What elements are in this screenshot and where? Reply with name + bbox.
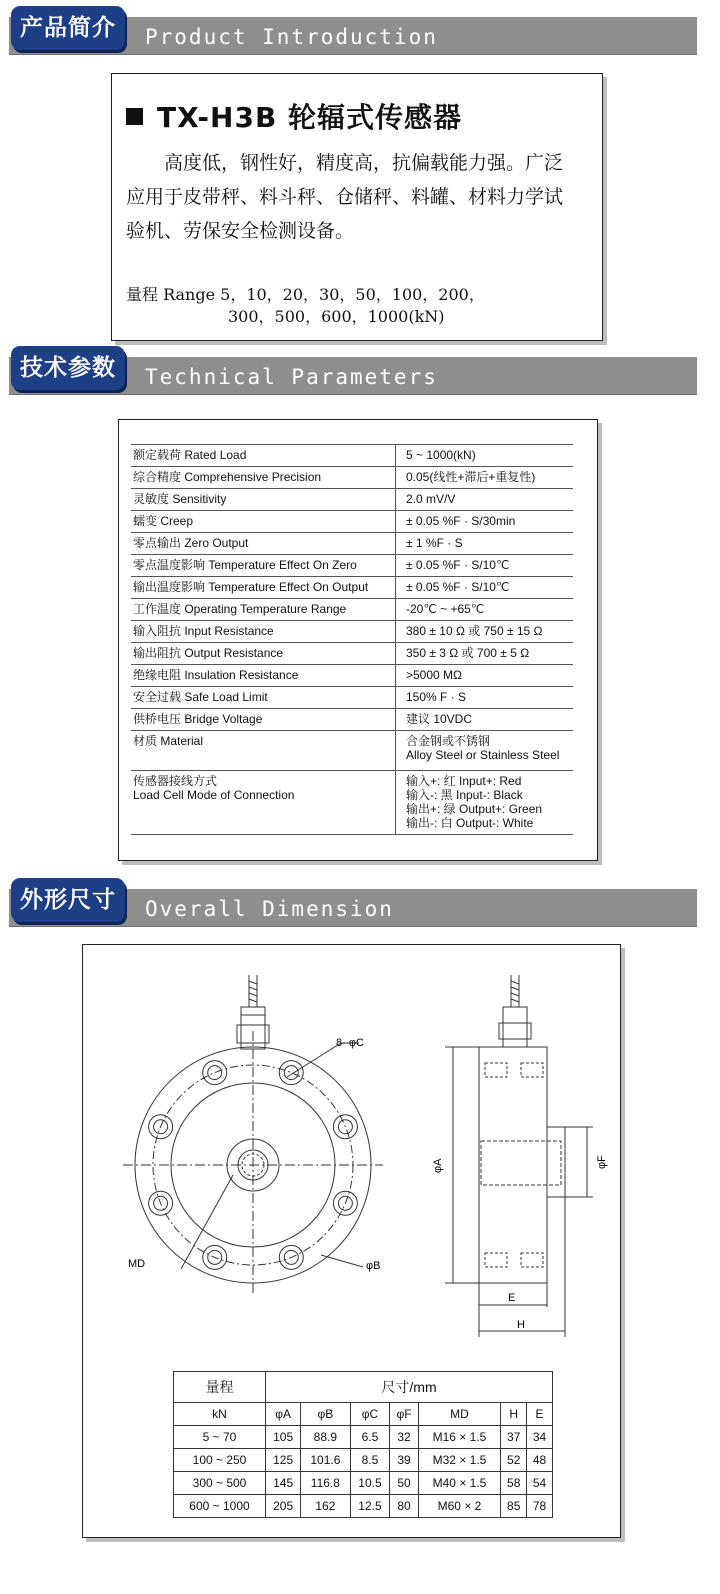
spec-value: 380 ± 10 Ω 或 750 ± 15 Ω xyxy=(396,621,574,643)
dim-cell: 88.9 xyxy=(301,1426,350,1449)
spec-label: 工作温度 Operating Temperature Range xyxy=(131,599,396,621)
dimension-table xyxy=(173,1371,553,1518)
bolt-hole-outer xyxy=(279,1061,303,1085)
spec-row xyxy=(131,687,573,709)
spec-row xyxy=(131,599,573,621)
bullet-square-icon xyxy=(126,108,143,125)
dim-cell: 50 xyxy=(390,1472,418,1495)
dim-cell: 58 xyxy=(501,1472,527,1495)
spec-label: 绝缘电阻 Insulation Resistance xyxy=(131,665,396,687)
dim-header-range: 量程 xyxy=(174,1372,266,1403)
product-description: 高度低，钢性好，精度高，抗偏载能力强。广泛应用于皮带秤、料斗秤、仓储秤、料罐、材料力学试验机、劳保安全检测设备。 xyxy=(126,152,564,242)
dim-cell: 39 xyxy=(390,1449,418,1472)
dim-cell: 600 ~ 1000 xyxy=(174,1495,266,1518)
section-badge-intro: 产品简介 xyxy=(11,6,125,50)
spec-label: 输出温度影响 Temperature Effect On Output xyxy=(131,577,396,599)
front-view xyxy=(123,975,383,1295)
dim-row xyxy=(174,1449,553,1472)
spec-label: 零点温度影响 Temperature Effect On Zero xyxy=(131,555,396,577)
section-badge-dim: 外形尺寸 xyxy=(11,878,125,922)
dim-cell: 48 xyxy=(527,1449,553,1472)
dim-cell: 37 xyxy=(501,1426,527,1449)
spec-value: 150% F · S xyxy=(396,687,574,709)
dim-cell: 125 xyxy=(266,1449,301,1472)
dim-cell: 54 xyxy=(527,1472,553,1495)
section-title-dim: Overall Dimension xyxy=(145,897,394,921)
spec-value: >5000 MΩ xyxy=(396,665,574,687)
side-hub xyxy=(547,1127,565,1197)
spec-label: 输出阻抗 Output Resistance xyxy=(131,643,396,665)
spec-row xyxy=(131,511,573,533)
label-h: H xyxy=(517,1319,525,1331)
dim-cell: 100 ~ 250 xyxy=(174,1449,266,1472)
spec-value: 350 ± 3 Ω 或 700 ± 5 Ω xyxy=(396,643,574,665)
spec-label: 综合精度 Comprehensive Precision xyxy=(131,467,396,489)
spec-row xyxy=(131,467,573,489)
label-a: φA xyxy=(432,1158,444,1173)
section-header-dim xyxy=(9,889,697,926)
spec-value: ± 1 %F · S xyxy=(396,533,574,555)
spec-row xyxy=(131,445,573,467)
leader-holes xyxy=(287,1043,341,1077)
spec-label: 蠕变 Creep xyxy=(131,511,396,533)
side-view xyxy=(445,975,593,1337)
dim-column-header: φA xyxy=(266,1403,301,1426)
bolt-hole-inner xyxy=(284,1066,298,1080)
section-title-intro: Product Introduction xyxy=(145,25,438,49)
dim-row xyxy=(174,1426,553,1449)
product-title xyxy=(126,96,462,136)
dim-cell: 116.8 xyxy=(301,1472,350,1495)
spec-row xyxy=(131,643,573,665)
side-connector xyxy=(503,1007,527,1047)
spec-row xyxy=(131,665,573,687)
spec-value: 5 ~ 1000(kN) xyxy=(396,445,574,467)
dim-cell: 52 xyxy=(501,1449,527,1472)
section-badge-tech: 技术参数 xyxy=(11,346,125,390)
label-holes: 8- φC xyxy=(336,1037,364,1049)
spec-value: 建议 10VDC xyxy=(396,709,574,731)
dim-column-header: φB xyxy=(301,1403,350,1426)
spec-row xyxy=(131,621,573,643)
dim-cell: M60 × 2 xyxy=(418,1495,501,1518)
spec-label: 灵敏度 Sensitivity xyxy=(131,489,396,511)
spec-row xyxy=(131,709,573,731)
section-header-intro xyxy=(9,17,697,54)
bolt-hole-inner xyxy=(208,1066,222,1080)
spec-value: 输入+: 红 Input+: Red 输入-: 黑 Input-: Black 输出+: 绿 Output+: Green 输出-: 白 Output-: White xyxy=(396,771,574,835)
range-line-1: 量程 Range 5，10，20，30，50，100，200， xyxy=(126,285,485,304)
dimension-drawing xyxy=(83,945,620,1365)
dim-column-header: φF xyxy=(390,1403,418,1426)
dim-cell: 300 ~ 500 xyxy=(174,1472,266,1495)
spec-label: 零点输出 Zero Output xyxy=(131,533,396,555)
tech-params-box xyxy=(118,419,598,861)
dim-row xyxy=(174,1495,553,1518)
product-title-text: TX-H3B 轮辐式传感器 xyxy=(157,101,463,134)
dim-cell: 10.5 xyxy=(350,1472,390,1495)
label-b: φB xyxy=(366,1260,381,1272)
spec-row xyxy=(131,489,573,511)
dim-column-row xyxy=(174,1403,553,1426)
dim-cell: 5 ~ 70 xyxy=(174,1426,266,1449)
range-line-2: 300，500，600，1000(kN) xyxy=(228,307,445,326)
dim-cell: 162 xyxy=(301,1495,350,1518)
section-header-tech xyxy=(9,357,697,394)
spec-value: ± 0.05 %F · S/10℃ xyxy=(396,577,574,599)
dim-cell: 32 xyxy=(390,1426,418,1449)
dim-column-header: E xyxy=(527,1403,553,1426)
leader-md xyxy=(181,1175,233,1269)
leader-b xyxy=(321,1255,363,1267)
spec-label: 供桥电压 Bridge Voltage xyxy=(131,709,396,731)
dim-cell: 101.6 xyxy=(301,1449,350,1472)
label-f: φF xyxy=(596,1155,608,1169)
dim-cell: 205 xyxy=(266,1495,301,1518)
dim-column-header: H xyxy=(501,1403,527,1426)
dim-header-size: 尺寸/mm xyxy=(266,1372,553,1403)
dim-column-header: φC xyxy=(350,1403,390,1426)
label-md: MD xyxy=(128,1258,146,1270)
dim-cell: 80 xyxy=(390,1495,418,1518)
spec-label: 输入阻抗 Input Resistance xyxy=(131,621,396,643)
spec-label: 材质 Material xyxy=(131,731,396,771)
dim-cell: M16 × 1.5 xyxy=(418,1426,501,1449)
dim-column-header: kN xyxy=(174,1403,266,1426)
spec-value: ± 0.05 %F · S/30min xyxy=(396,511,574,533)
spec-label: 安全过载 Safe Load Limit xyxy=(131,687,396,709)
dim-row xyxy=(174,1472,553,1495)
spec-table xyxy=(131,444,573,835)
spec-row xyxy=(131,555,573,577)
spec-row xyxy=(131,533,573,555)
product-range xyxy=(126,284,485,328)
bolt-hole-outer xyxy=(203,1061,227,1085)
section-title-tech: Technical Parameters xyxy=(145,365,438,389)
spec-value: -20℃ ~ +65℃ xyxy=(396,599,574,621)
dim-cell: M32 × 1.5 xyxy=(418,1449,501,1472)
dim-cell: 34 xyxy=(527,1426,553,1449)
spec-row xyxy=(131,577,573,599)
spec-row xyxy=(131,771,573,835)
dim-cell: M40 × 1.5 xyxy=(418,1472,501,1495)
spec-value: 0.05(线性+滞后+重复性) xyxy=(396,467,574,489)
side-hub-thread xyxy=(481,1141,561,1185)
side-body xyxy=(479,1047,547,1283)
spec-value: 2.0 mV/V xyxy=(396,489,574,511)
spec-label: 传感器接线方式 Load Cell Mode of Connection xyxy=(131,771,396,835)
dim-cell: 8.5 xyxy=(350,1449,390,1472)
dim-column-header: MD xyxy=(418,1403,501,1426)
spec-row xyxy=(131,731,573,771)
product-intro-box xyxy=(111,73,603,341)
dim-cell: 6.5 xyxy=(350,1426,390,1449)
dim-cell: 78 xyxy=(527,1495,553,1518)
spec-label: 额定载荷 Rated Load xyxy=(131,445,396,467)
dim-cell: 12.5 xyxy=(350,1495,390,1518)
dim-cell: 85 xyxy=(501,1495,527,1518)
dim-cell: 105 xyxy=(266,1426,301,1449)
dimension-box xyxy=(82,944,621,1538)
dim-cell: 145 xyxy=(266,1472,301,1495)
spec-value: ± 0.05 %F · S/10℃ xyxy=(396,555,574,577)
spec-value: 合金钢或不锈钢 Alloy Steel or Stainless Steel xyxy=(396,731,574,771)
label-e: E xyxy=(508,1292,516,1304)
